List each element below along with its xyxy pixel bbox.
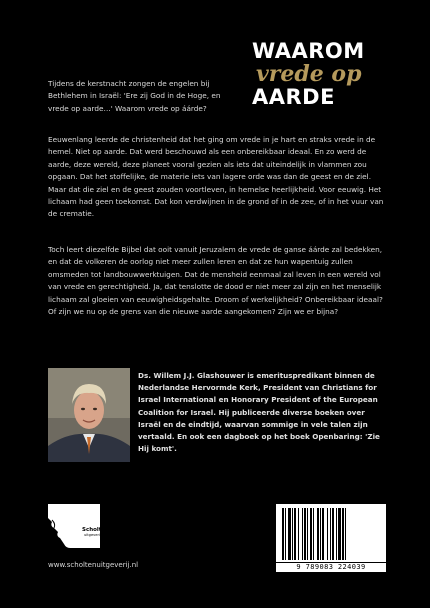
publisher-logo [46, 498, 102, 554]
body-paragraph-1: Eeuwenlang leerde de christenheid dat het ging om vrede in je hart en straks vrede in de hemel. Niet op aarde. Dat werd beschouwd als een onbereikbaar ideaal. En zo werd de aarde, deze wereld, deze planeet vooral gezien als iets dat uiteindelijk in vlammen zou opgaan. Dat het stoffelijke, de materie iets van lagere orde was dan de geest en de ziel. Maar dat die ziel en de geest zouden voortleven, in hemelse heerlijkheid. Voor eeuwig. Het lichaam had geen toekomst. Dat kon verdwijnen in de grond of in de zee, of in het vuur van de crematie. [48, 135, 384, 219]
publisher-logo-sub: uitgeverij [84, 533, 101, 537]
publisher-logo-name: Scholten [82, 527, 110, 533]
author-bio: Ds. Willem J.J. Glashouwer is emerituspredikant binnen de Nederlandse Hervormde Kerk, President van Christians for Israel International en Honorary President of the European Coalition for Israel. Hij publiceerde diverse boeken over Israël en de eindtijd, waarvan sommige in vele talen zijn vertaald. En ook een dagboek op het boek Openbaring: 'Zie Hij komt'. [138, 371, 380, 454]
title-line-3: AARDE [252, 85, 335, 109]
book-title [252, 40, 422, 108]
author-photo [48, 368, 130, 462]
barcode [276, 504, 386, 562]
body-paragraph-2: Toch leert diezelfde Bijbel dat ooit vanuit Jeruzalem de vrede de ganse áárde zal bedekken, en dat de volkeren de oorlog niet meer zullen leren en dat ze hun wapentuig zullen omsmeden tot landbouwwerktuigen. Dat de mensheid eenmaal zal leven in een wereld vol van vrede en gerechtigheid. Ja, dat tenslotte de dood er niet meer zal zijn en het menselijk lichaam zal gloeien van eeuwigheidsgehalte. Droom of werkelijkheid? Onbereikbaar ideaal? Of zijn we nu op de grens van die nieuwe aarde aangekomen? Zijn we er bijna? [48, 245, 383, 317]
intro-paragraph: Tijdens de kerstnacht zongen de engelen bij Bethlehem in Israël: 'Ere zij God in de Hoge, en vrede op aarde…' Waarom vrede op áárde? [48, 79, 221, 113]
publisher-website: www.scholtenuitgeverij.nl [48, 561, 139, 569]
isbn-number: 9 789083 224039 [276, 563, 386, 572]
title-line-1: WAAROM [252, 39, 365, 63]
title-line-2: vrede op [256, 61, 362, 87]
